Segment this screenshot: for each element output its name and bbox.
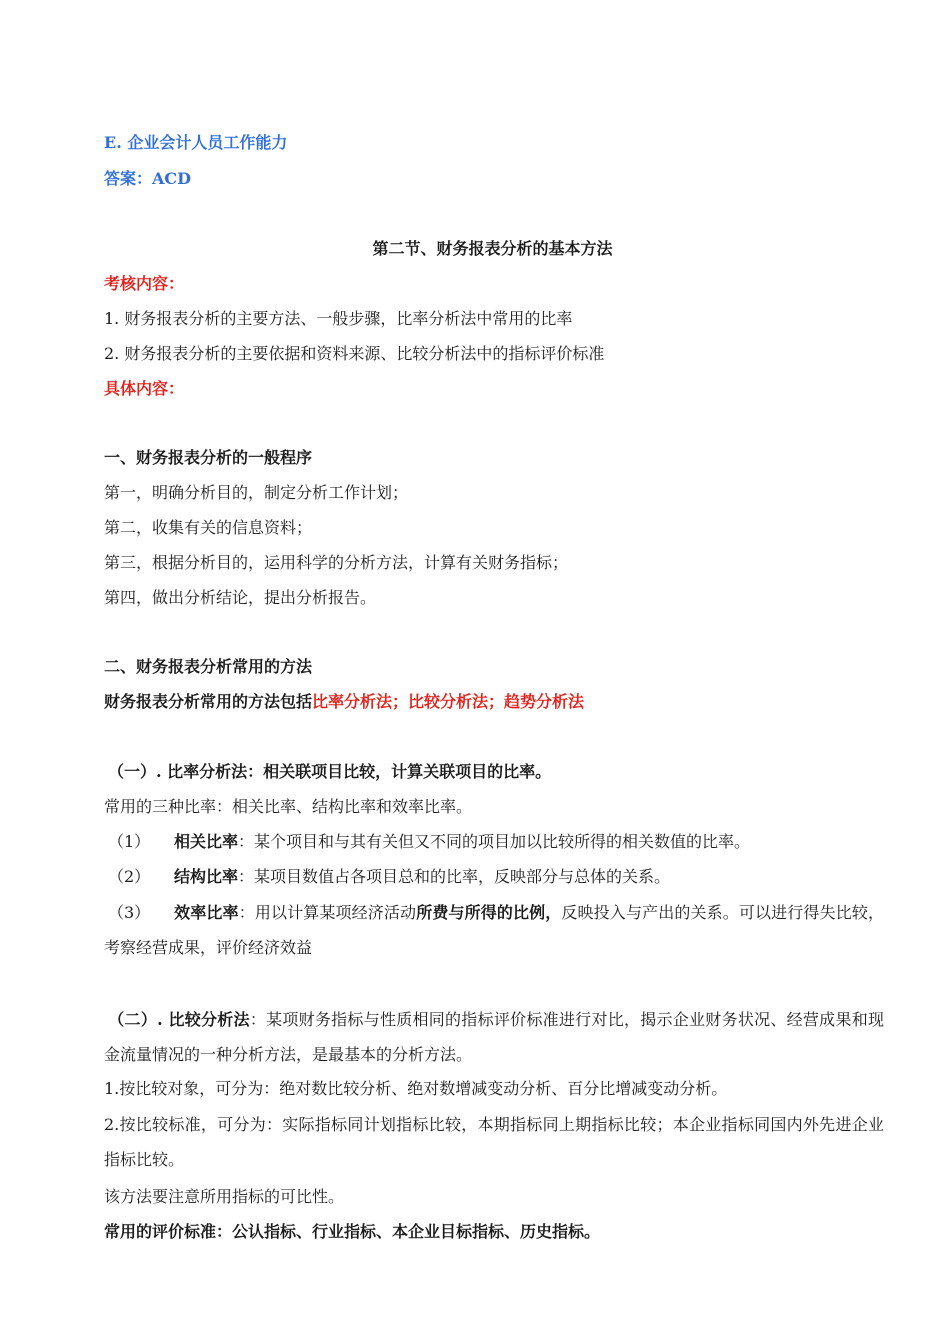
intro-prefix: 财务报表分析常用的方法包括	[104, 692, 313, 711]
option-e: E. 企业会计人员工作能力	[104, 133, 288, 152]
item-desc: ：某个项目和与其有关但又不同的项目加以比较所得的相关数值的比率。	[238, 832, 751, 851]
step: 第二，收集有关的信息资料；	[104, 518, 313, 537]
ratio-item-1	[108, 831, 750, 853]
item-desc: ：用以计算某项经济活动	[238, 903, 417, 922]
item-number: （3）	[108, 903, 151, 922]
exam-item: 2. 财务报表分析的主要依据和资料来源、比较分析法中的指标评价标准	[104, 344, 605, 363]
item-desc: ：某项目数值占各项目总和的比率，反映部分与总体的关系。	[238, 867, 671, 886]
compare-heading: （二）. 比较分析法	[108, 1010, 250, 1029]
item-desc-bold: 所费与所得的比例，	[416, 903, 562, 922]
step: 第一，明确分析目的，制定分析工作计划；	[104, 483, 409, 502]
compare-note: 该方法要注意所用指标的可比性。	[104, 1187, 345, 1206]
step: 第三，根据分析目的，运用科学的分析方法，计算有关财务指标；	[104, 553, 569, 572]
item-term: 效率比率	[174, 903, 239, 922]
section-title: 第二节、财务报表分析的基本方法	[372, 239, 613, 258]
compare-item-2: 2.按比较标准，可分为：实际指标同计划指标比较，本期指标同上期指标比较；本企业指标同国内外先进企业指标比较。	[104, 1115, 884, 1169]
item-number: （2）	[108, 867, 151, 886]
compare-paragraph	[104, 1002, 884, 1072]
item-term: 相关比率	[174, 832, 239, 851]
ratio-heading: （一）. 比率分析法：相关联项目比较，计算关联项目的比率。	[108, 762, 552, 781]
compare-standards: 常用的评价标准：公认指标、行业指标、本企业目标指标、历史指标。	[104, 1222, 601, 1241]
step: 第四，做出分析结论，提出分析报告。	[104, 588, 377, 607]
part1-heading: 一、财务报表分析的一般程序	[104, 448, 313, 467]
ratio-item-2	[108, 866, 670, 888]
exam-label: 考核内容：	[104, 274, 185, 293]
ratio-item-3	[104, 895, 884, 965]
intro-methods: 比率分析法；比较分析法；趋势分析法	[312, 692, 585, 711]
item-number: （1）	[108, 832, 151, 851]
item-term: 结构比率	[174, 867, 239, 886]
compare-desc: ：某项财务指标与性质相同的指标评价标准进行对比，揭示企业财务状况、经营成果和现金流量情况的一种分析方法，是最基本的分析方法。	[104, 1010, 884, 1064]
part2-intro	[104, 691, 584, 713]
compare-item-1: 1.按比较对象，可分为：绝对数比较分析、绝对数增减变动分析、百分比增减变动分析。	[104, 1079, 728, 1098]
ratio-common: 常用的三种比率：相关比率、结构比率和效率比率。	[104, 797, 473, 816]
detail-label: 具体内容：	[104, 379, 185, 398]
item-desc: 反映投入与产出的关系。可以进行得失比较，考察经营成果，评价经济效益	[104, 903, 884, 957]
exam-item: 1. 财务报表分析的主要方法、一般步骤，比率分析法中常用的比率	[104, 309, 573, 328]
part2-heading: 二、财务报表分析常用的方法	[104, 657, 313, 676]
answer: 答案：ACD	[104, 169, 192, 188]
